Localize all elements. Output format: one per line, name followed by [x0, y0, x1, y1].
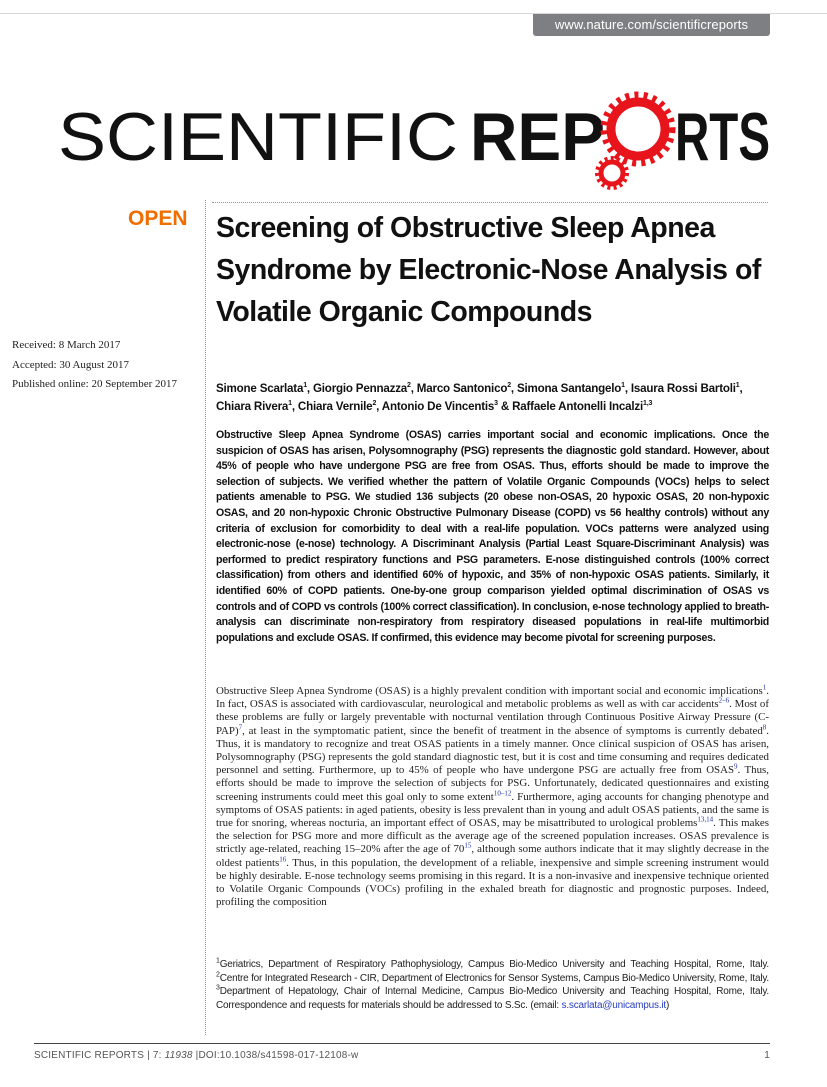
author-affiliation-sup: 3	[494, 400, 498, 408]
affiliation-number: 2	[216, 971, 220, 979]
body-paragraph	[216, 685, 769, 909]
affiliation-number: 1	[216, 957, 220, 965]
author-affiliation-sup: 1	[303, 382, 307, 390]
body-text: . Thus, in this population, the development of a reliable, inexpensive and simple screening instrument would be highly desirable. E-nose technology seems promising in this regard. It is a non-invasive and inexpensive technique oriented to Volatile Organic Compounds (VOCs) profiling in the exhaled breath for diagnostic and prognostic purposes. Indeed, profiling the composition	[216, 856, 769, 909]
body-text: . Most of these problems are fully or largely preventable with nocturnal ventilation through Continuous Positive Airway Pressure (C-PAP)	[216, 698, 770, 737]
author-name[interactable]: Raffaele Antonelli Incalzi	[512, 400, 644, 413]
logo-scientific: SCIENTIFIC	[58, 99, 459, 175]
body-text: . Thus, it is mandatory to recognize and treat OSAS patients in a timely manner. Once clinical suspicion of OSAS has arisen, Polysomnography (PSG) represents the gold standard diagnostic test, but it is cost and time consuming and requires dedicated personnel and setting. Furthermore, up to 45% of people who have undergone PSG are actually free from OSAS	[216, 724, 769, 777]
author-affiliation-sup: 1	[621, 382, 625, 390]
citation-link[interactable]: 9	[734, 762, 738, 771]
body-text: , although some authors indicate that it may slightly decrease in the oldest patients	[216, 843, 769, 869]
abstract: Obstructive Sleep Apnea Syndrome (OSAS) carries important social and economic implications. Once the suspicion of OSAS has arisen, Polysomnography (PSG) represents the diagnostic gold standard. However, about 45% of people who have undergone PSG are free from OSAS. Thus, efforts should be made to improve the selection of subjects. We verified whether the pattern of Volatile Organic Compounds (VOCs) helps to select patients amenable to PSG. We studied 136 subjects (20 obese non-OSAS, 20 hypoxic OSAS, 20 non-hypoxic OSAS, and 20 non-hypoxic Chronic Obstructive Pulmonary Disease (COPD) vs 56 healthy controls) without any criteria of exclusion for comorbidity to deal with a real-life population. VOCs patterns were analyzed using electronic-nose (e-nose) technology. A Discriminant Analysis (Partial Least Square-Discriminant Analysis) was performed to predict respiratory functions and PSG parameters. E-nose distinguished controls (100% correct classification) from others and identified 60% of hypoxic, and 35% of non-hypoxic OSAS patients. Similarly, it identified 60% of COPD patients. One-by-one group comparison yielded optimal discrimination of OSAS vs controls and of COPD vs controls (100% correct classification). In conclusion, e-nose technology applied to breath-analysis can discriminate non-respiratory from respiratory diseased populations in real-life multimorbid populations and exclude OSAS. If confirmed, this evidence may become pivotal for screening purposes.	[216, 429, 769, 644]
author-name[interactable]: Simone Scarlata	[216, 382, 304, 395]
header-divider	[212, 202, 768, 203]
footer-doi[interactable]: DOI:10.1038/s41598-017-12108-w	[198, 1050, 359, 1061]
author-name[interactable]: Marco Santonico	[416, 382, 508, 395]
body-text: , at least in the symptomatic patient, since the benefit of treatment in the absence of symptoms is currently debated	[242, 724, 763, 737]
logo-rep: REP	[470, 99, 605, 175]
author-affiliation-sup: 1	[288, 400, 292, 408]
footer-article-number: 11938	[164, 1050, 193, 1061]
affiliation-text: Department of Hepatology, Chair of Internal Medicine, Campus Bio-Medico University and Teaching Hospital, Rome, Italy.	[219, 986, 769, 998]
author-name[interactable]: Giorgio Pennazza	[312, 382, 408, 395]
footer-volume: 7:	[152, 1050, 165, 1061]
body-text: . Furthermore, aging accounts for changing phenotype and symptoms of OSAS patients: in aged patients, obesity is less prevalent than in young and adult OSAS patients, and the same is true for snoring, whereas nocturia, an important effect of OSAS, may be misattributed to urological problems	[216, 790, 769, 830]
footer-journal: SCIENTIFIC REPORTS	[34, 1050, 145, 1061]
page-number: 1	[764, 1050, 770, 1061]
body-text: . Thus, efforts should be made to improve the selection of subjects for PSG. Unfortunately, dedicated questionnaires and existing screening instruments could meet this goal only to some extent	[216, 764, 769, 803]
author-name[interactable]: Simona Santangelo	[516, 382, 622, 395]
column-divider	[205, 200, 206, 1035]
page-footer: SCIENTIFIC REPORTS | 7: 11938 |DOI:10.1038/s41598-017-12108-w 1	[34, 1050, 770, 1061]
citation-link[interactable]: 15	[464, 841, 472, 850]
author-affiliation-sup: 2	[372, 400, 377, 408]
author-name[interactable]: Isaura Rossi Bartoli	[630, 382, 736, 395]
citation-link[interactable]: 10–12	[493, 789, 512, 797]
article-title: Screening of Obstructive Sleep Apnea Syndrome by Electronic-Nose Analysis of Volatile Organic Compounds	[216, 212, 761, 328]
correspondence-text: Correspondence and requests for materials should be addressed to S.Sc. (email:	[216, 999, 562, 1011]
affiliation-number: 3	[216, 984, 220, 992]
body-text: . In fact, OSAS is associated with cardiovascular, neurological and metabolic problems as well as with car accidents	[216, 685, 769, 711]
citation-link[interactable]: 16	[279, 855, 287, 864]
author-list: Simone Scarlata$^1$, Giorgio Pennazza$^2$, Marco Santonico$^2$, Simona Santangelo$^1$, Isaura Rossi Bartoli$^1$, Chiara Rivera$^1$, Chiara Vernile$^2$, Antonio De Vincentis$^3$ & Raffaele Antonelli Incalzi$^{1,3}$	[216, 382, 743, 413]
affiliation-text: Centre for Integrated Research - CIR, Department of Electronics for Sensor Systems, Campus Bio-Medico University, Rome, Italy.	[219, 972, 769, 984]
author-affiliation-sup: 2	[507, 382, 511, 390]
author-name[interactable]: Chiara Vernile	[297, 400, 373, 413]
accepted-date: Accepted: 30 August 2017	[12, 358, 130, 371]
received-date: Received: 8 March 2017	[12, 339, 121, 351]
article-dates	[12, 336, 177, 395]
body-text: . This makes the selection for PSG more and more difficult as the average age of the screened population increases. OSAS prevalence is strictly age-related, reaching 15–20% after the age of 70	[216, 817, 769, 856]
journal-url-link[interactable]: www.nature.com/scientificreports	[533, 14, 770, 36]
published-date: Published online: 20 September 2017	[12, 378, 177, 390]
citation-link[interactable]: 1	[762, 683, 767, 692]
citation-link[interactable]: 2–6	[718, 696, 730, 705]
citation-link[interactable]: 13,14	[697, 815, 714, 824]
author-affiliation-sup: 1,3	[643, 400, 653, 408]
citation-link[interactable]: 7	[238, 722, 243, 731]
author-name[interactable]: Antonio De Vincentis	[381, 400, 495, 413]
affiliations-footnote	[216, 958, 769, 1012]
author-affiliation-sup: 2	[407, 382, 411, 390]
citation-link[interactable]: 8	[762, 722, 767, 731]
affiliation-text: Geriatrics, Department of Respiratory Pathophysiology, Campus Bio-Medico University and Teaching Hospital, Rome, Italy.	[219, 959, 769, 970]
footer-rule	[34, 1043, 770, 1044]
logo-rts: RTS	[675, 99, 770, 175]
correspondence-close: )	[666, 999, 670, 1011]
gear-icon	[597, 95, 672, 188]
body-text: Obstructive Sleep Apnea Syndrome (OSAS) is a highly prevalent condition with important social and economic implications	[216, 685, 763, 697]
author-affiliation-sup: 1	[735, 382, 740, 390]
open-access-label: OPEN	[128, 207, 188, 230]
journal-logo	[30, 80, 780, 195]
email-link[interactable]: s.scarlata@unicampus.it	[561, 999, 666, 1011]
author-name[interactable]: Chiara Rivera	[216, 400, 289, 413]
